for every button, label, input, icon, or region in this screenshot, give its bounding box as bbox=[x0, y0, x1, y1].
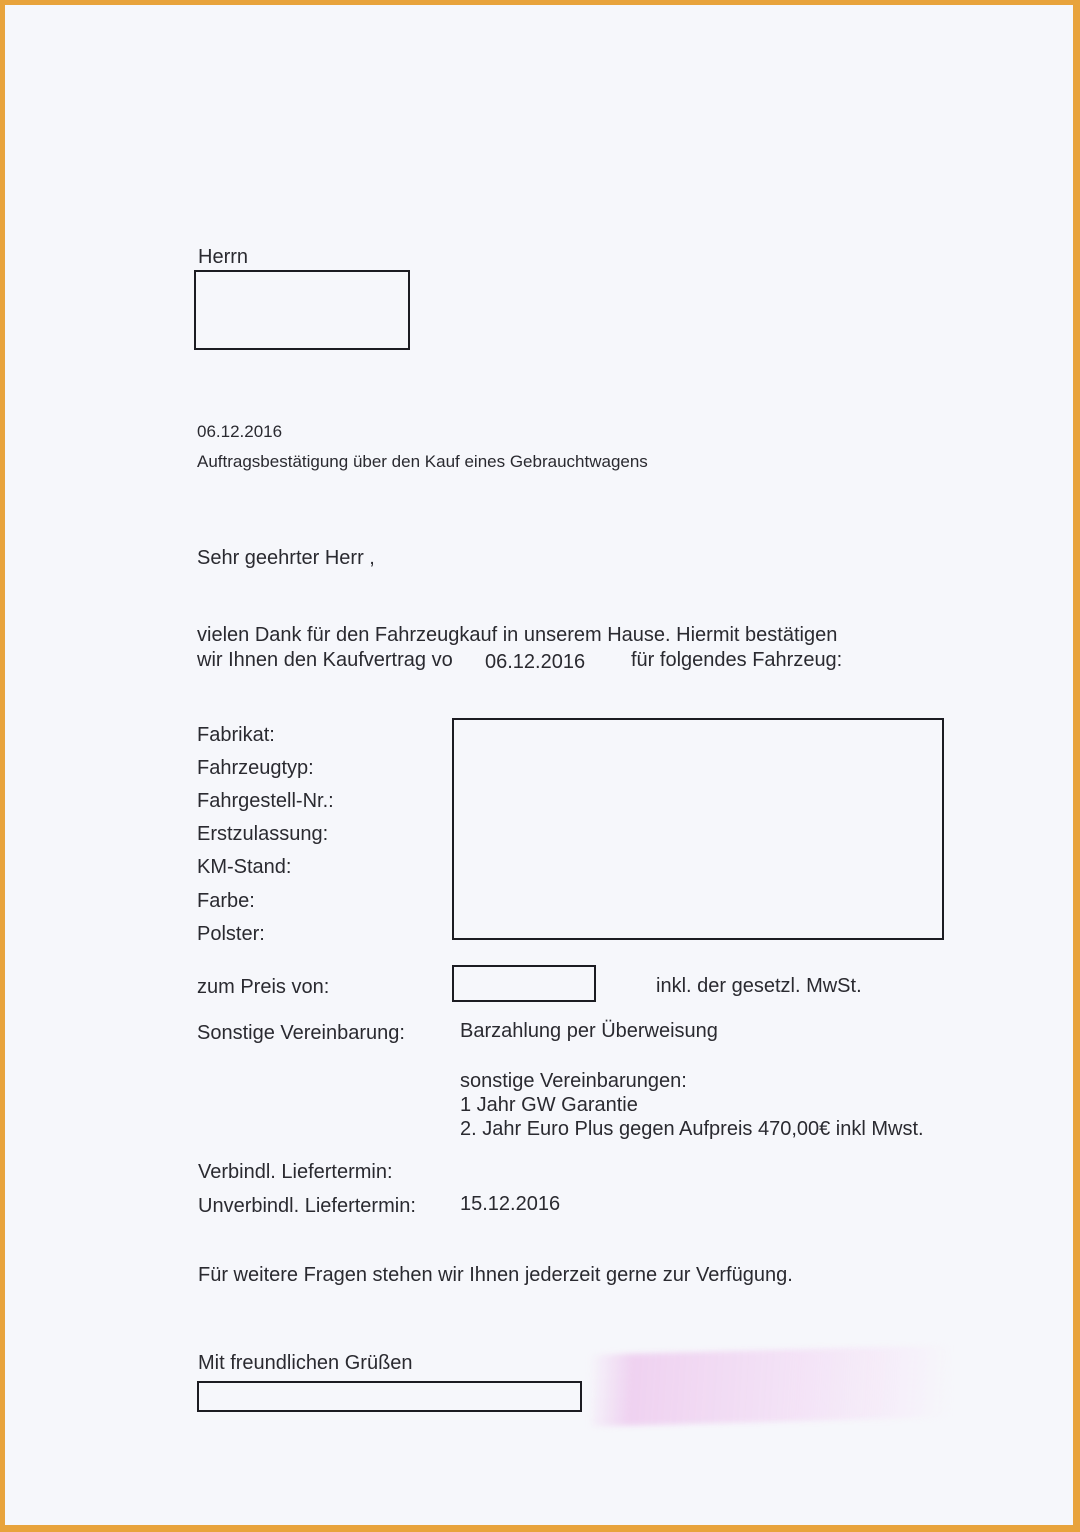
signature-redaction-box bbox=[197, 1381, 582, 1412]
agreement-label: Sonstige Vereinbarung: bbox=[197, 1022, 405, 1044]
field-label-erstzulassung: Erstzulassung: bbox=[197, 823, 329, 845]
closing-questions: Für weitere Fragen stehen wir Ihnen jederzeit gerne zur Verfügung. bbox=[198, 1264, 793, 1286]
field-label-polster: Polster: bbox=[197, 923, 265, 945]
intro-line-1: vielen Dank für den Fahrzeugkauf in unserem Hause. Hiermit bestätigen bbox=[197, 624, 838, 646]
delivery-nonbinding-date: 15.12.2016 bbox=[460, 1193, 561, 1215]
pink-stamp-mark bbox=[589, 1345, 951, 1426]
agreement-other-heading: sonstige Vereinbarungen: bbox=[460, 1070, 687, 1092]
closing-regards: Mit freundlichen Grüßen bbox=[198, 1352, 413, 1374]
recipient-redaction-box bbox=[194, 270, 410, 350]
delivery-nonbinding-label: Unverbindl. Liefertermin: bbox=[198, 1195, 416, 1217]
field-label-farbe: Farbe: bbox=[197, 890, 255, 912]
field-label-fahrgestell-nr: Fahrgestell-Nr.: bbox=[197, 790, 334, 812]
agreement-payment: Barzahlung per Überweisung bbox=[460, 1020, 718, 1042]
price-tax-note: inkl. der gesetzl. MwSt. bbox=[656, 975, 862, 997]
letter-greeting: Sehr geehrter Herr , bbox=[197, 547, 375, 569]
field-label-fahrzeugtyp: Fahrzeugtyp: bbox=[197, 757, 314, 779]
price-label: zum Preis von: bbox=[197, 976, 330, 998]
field-label-km-stand: KM-Stand: bbox=[197, 856, 292, 878]
delivery-binding-label: Verbindl. Liefertermin: bbox=[198, 1161, 393, 1183]
letter-page bbox=[5, 5, 1073, 1525]
intro-purchase-date: 06.12.2016 bbox=[485, 651, 586, 673]
intro-line-2-start: wir Ihnen den Kaufvertrag vo bbox=[197, 649, 453, 671]
price-redaction-box bbox=[452, 965, 596, 1002]
intro-line-2-end: für folgendes Fahrzeug: bbox=[631, 649, 843, 671]
vehicle-details-redaction-box bbox=[452, 718, 944, 940]
agreement-item-warranty: 1 Jahr GW Garantie bbox=[460, 1094, 638, 1116]
letter-date: 06.12.2016 bbox=[197, 422, 283, 441]
recipient-salutation: Herrn bbox=[198, 246, 249, 268]
agreement-item-euro-plus: 2. Jahr Euro Plus gegen Aufpreis 470,00€ inkl Mwst. bbox=[460, 1118, 924, 1140]
field-label-fabrikat: Fabrikat: bbox=[197, 724, 275, 746]
letter-subject: Auftragsbestätigung über den Kauf eines Gebrauchtwagens bbox=[197, 452, 648, 471]
